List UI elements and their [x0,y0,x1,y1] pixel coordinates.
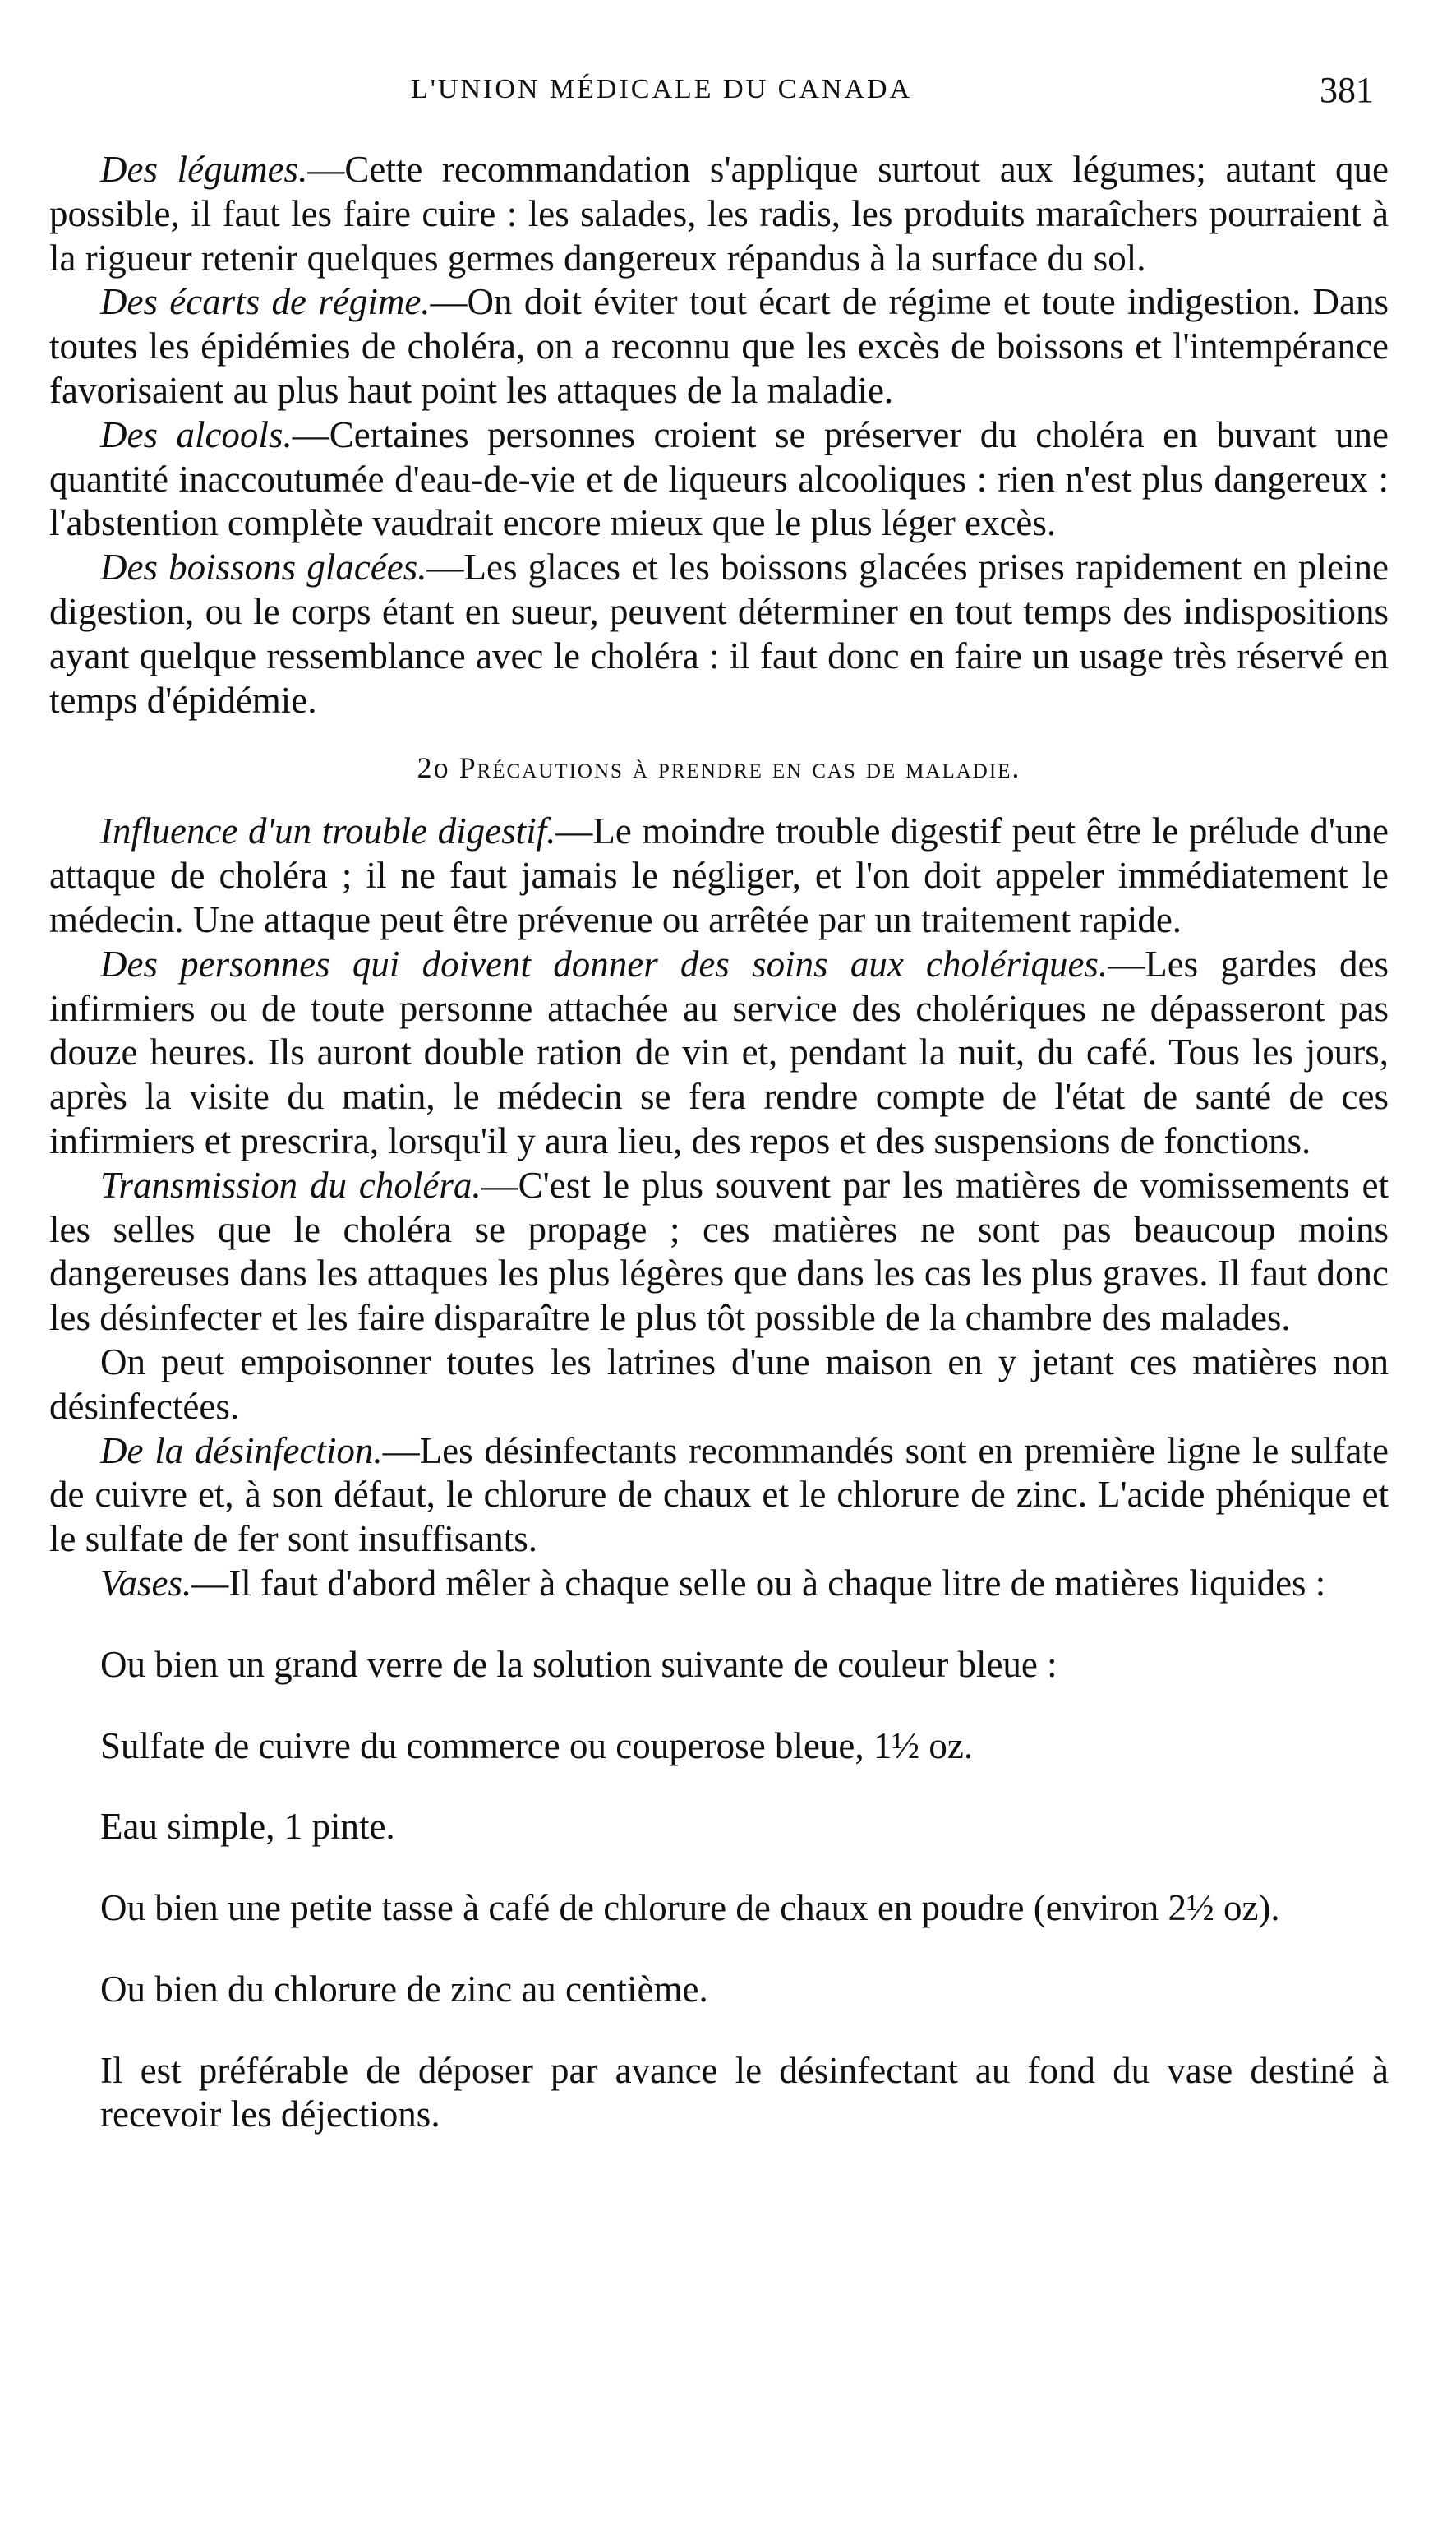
paragraph-text: —Les glaces et les boissons glacées prises rapidement en pleine digestion, ou le corps étant en sueur, peuvent déterminer en tout temps des indispositions ayant quelque ressemblance avec le choléra : il faut donc en faire un usage très réservé en temps d'épidémie. [49,547,1389,721]
paragraph-text: —On doit éviter tout écart de régime et toute indigestion. Dans toutes les épidémies de choléra, on a reconnu que les excès de boissons et l'intempérance favorisaient au plus haut point les attaques de la maladie. [49,281,1389,411]
paragraph-ecarts-de-regime [49,280,1389,413]
formula-line: Sulfate de cuivre du commerce ou couperose bleue, 1½ oz. [100,1724,974,1766]
paragraph-text: —C'est le plus souvent par les matières de vomissements et les selles que le choléra se propage ; ces matières ne sont pas beaucoup moins dangereuses dans les attaques les plus légères que dans les cas les plus graves. Il faut donc les désinfecter et les faire disparaître le plus tôt possible de la chambre des malades. [49,1164,1389,1339]
paragraph-text: —Il faut d'abord mêler à chaque selle ou à chaque litre de matières liquides : [191,1562,1326,1604]
paragraph-lead: Des boissons glacées. [100,547,427,588]
section-number: 2o [417,751,450,785]
paragraph-alcools [49,413,1389,546]
page-number: 381 [1320,70,1374,110]
paragraph-transmission [49,1164,1389,1341]
paragraph-lead: Influence d'un trouble digestif. [100,810,556,852]
paragraph-text: —Les désinfectants recommandés sont en première ligne le sulfate de cuivre et, à son défaut, le chlorure de chaux et le chlorure de zinc. L'acide phénique et le sulfate de fer sont insuffisants. [49,1429,1389,1560]
paragraph-lead: Des écarts de régime. [100,281,431,323]
paragraph-vases [49,1562,1389,1606]
instruction-line: Ou bien un grand verre de la solution suivante de couleur bleue : [100,1643,1057,1685]
paragraph-trouble-digestif [49,810,1389,942]
paragraph-lead: Des légumes. [100,149,308,190]
paragraph-lead: De la désinfection. [100,1429,383,1471]
instruction-line: Ou bien du chlorure de zinc au centième. [100,1968,708,2010]
instruction-line: Ou bien une petite tasse à café de chlorure de chaux en poudre (environ 2½ oz). [100,1887,1280,1929]
paragraph-desinfection [49,1429,1389,1562]
running-title: L'UNION MÉDICALE DU CANADA [411,74,913,104]
section-heading [49,747,1389,788]
paragraph-text: —Cette recommandation s'applique surtout aux légumes; autant que possible, il faut les faire cuire : les salades, les radis, les produits maraîchers pourraient à la rigueur retenir quelques germes dangereux répandus à la surface du sol. [49,149,1389,279]
paragraph-legumes [49,148,1389,280]
section-title: Précautions à prendre en cas de maladie. [458,751,1021,785]
paragraph-lead: Transmission du choléra. [100,1164,481,1206]
paragraph-latrines [49,1341,1389,1429]
paragraph-boissons-glacees [49,546,1389,722]
paragraph-lead: Des alcools. [100,413,293,455]
paragraph-text: —Certaines personnes croient se préserver du choléra en buvant une quantité inaccoutumée d'eau-de-vie et de liqueurs alcooliques : rien n'est plus dangereux : l'abstention complète vaudrait encore mieux que le plus léger excès. [49,413,1389,544]
page-header [0,69,1456,118]
paragraph-lead: Des personnes qui doivent donner des soins aux cholériques. [100,943,1108,985]
paragraph-text: On peut empoisonner toutes les latrines d'une maison en y jetant ces matières non désinfectées. [49,1341,1389,1427]
paragraph-text: —Le moindre trouble digestif peut être le prélude d'une attaque de choléra ; il ne faut jamais le négliger, et l'on doit appeler immédiatement le médecin. Une attaque peut être prévenue ou arrêtée par un traitement rapide. [49,810,1389,940]
paragraph-soins-choleriques [49,943,1389,1164]
formula-line: Eau simple, 1 pinte. [100,1806,395,1848]
paragraph-text: —Les gardes des infirmiers ou de toute personne attachée au service des cholériques ne dépasseront pas douze heures. Ils auront double ration de vin et, pendant la nuit, du café. Tous les jours, après la visite du matin, le médecin se fera rendre compte de l'état de santé de ces infirmiers et prescrira, lorsqu'il y aura lieu, des repos et des suspensions de fonctions. [49,943,1389,1161]
paragraph-lead: Vases. [100,1562,192,1604]
page-body [49,148,1389,2174]
instruction-line: Il est préférable de déposer par avance le désinfectant au fond du vase destiné à recevoir les déjections. [100,2049,1389,2135]
